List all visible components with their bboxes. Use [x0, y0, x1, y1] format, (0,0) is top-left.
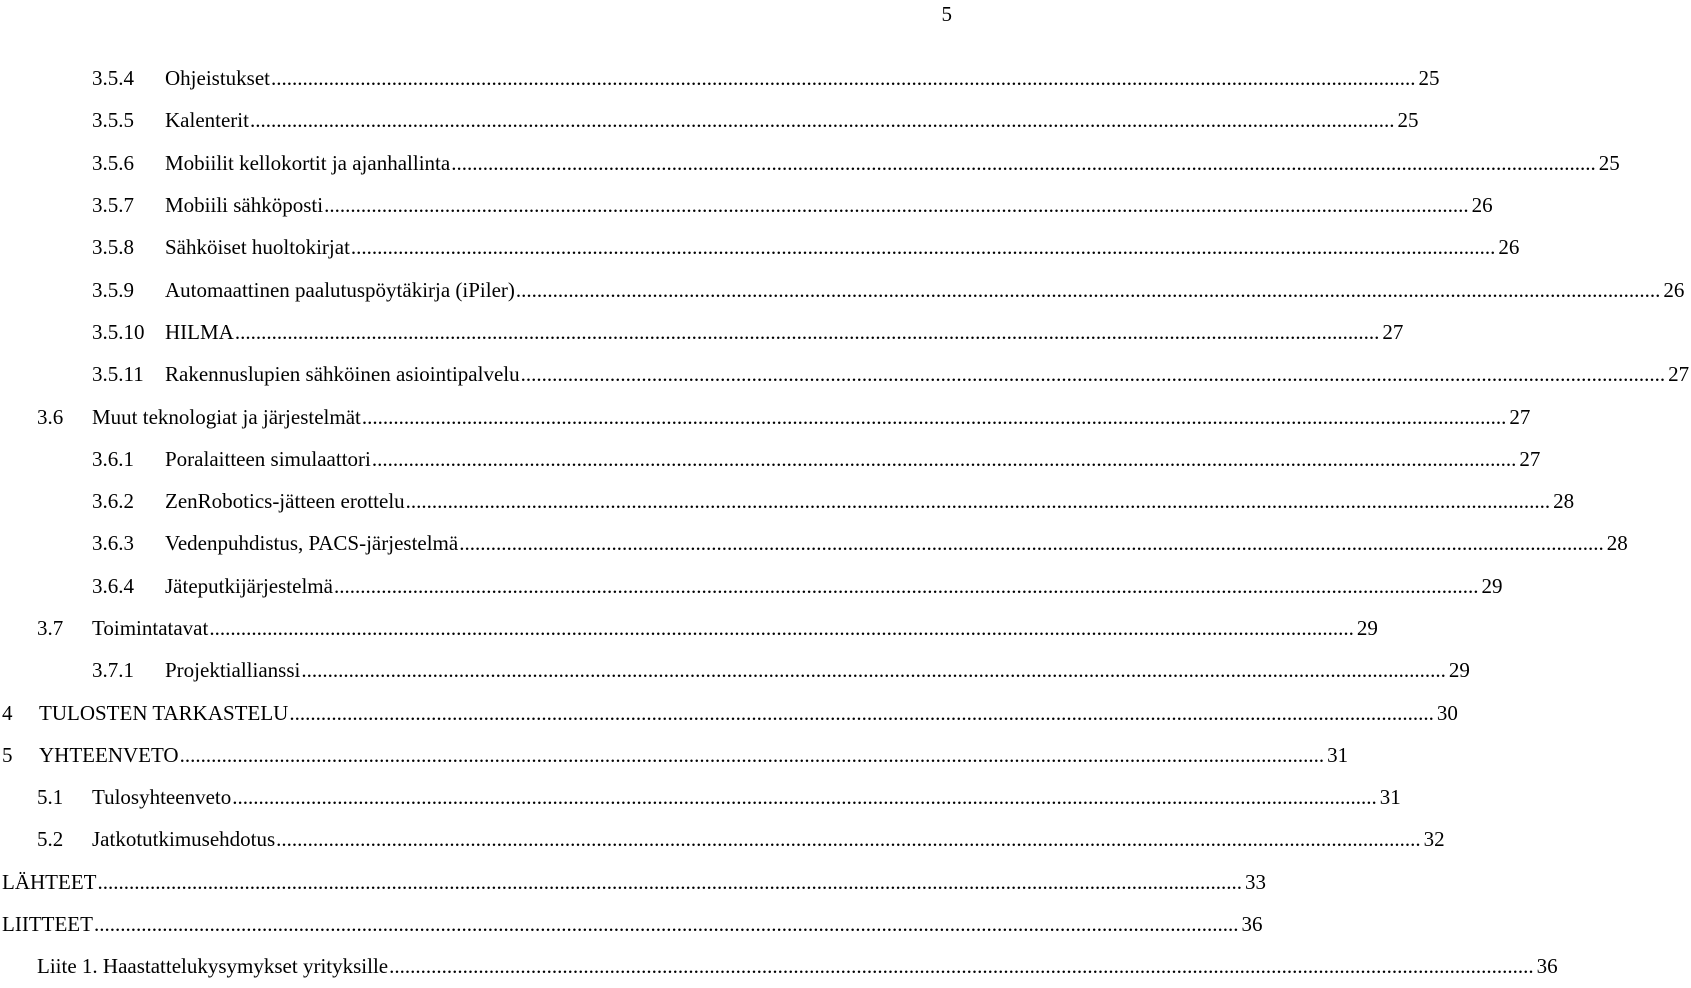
toc-entry-title: Sähköiset huoltokirjat — [165, 235, 350, 260]
toc-entry-title: TULOSTEN TARKASTELU — [39, 700, 289, 725]
toc-entry-number: 3.6.3 — [92, 531, 134, 556]
toc-entry-title: HILMA — [165, 319, 234, 344]
toc-entry-title: Jatkotutkimusehdotus — [92, 827, 276, 852]
toc-entry-title: Toimintatavat — [92, 616, 209, 640]
toc-entry-title: Mobiilit kellokortit ja ajanhallinta — [165, 150, 451, 175]
dot-leader: .......................................................................................................................................................................................................................... — [371, 446, 1517, 471]
toc-entry-page: 33 — [1244, 869, 1266, 894]
dot-leader: .......................................................................................................................................................................................................................... — [459, 531, 1604, 556]
toc-entry[interactable] — [0, 184, 1493, 226]
dot-leader: .......................................................................................................................................................................................................................... — [389, 954, 1534, 979]
toc-entry-page: 32 — [1423, 827, 1445, 852]
toc-entry-title: Automaattinen paalutuspöytäkirja (iPiler) — [165, 277, 515, 302]
toc-entry[interactable] — [0, 438, 1541, 480]
toc-entry-page: 31 — [1327, 742, 1349, 767]
toc-entry-page: 27 — [1668, 362, 1690, 387]
toc-entry-number: 3.5.8 — [92, 235, 134, 260]
toc-entry-page: 26 — [1498, 235, 1520, 260]
toc-entry[interactable] — [0, 565, 1503, 607]
toc-entry-page: 29 — [1448, 658, 1470, 683]
toc-entry-page: 31 — [1379, 785, 1401, 810]
toc-entry-title: LIITTEET — [2, 912, 93, 937]
dot-leader: .......................................................................................................................................................................................................................... — [515, 277, 1661, 302]
toc-entry-page: 26 — [1663, 277, 1685, 302]
toc-entry-page: 26 — [1471, 193, 1493, 218]
dot-leader: .......................................................................................................................................................................................................................... — [361, 404, 1507, 429]
toc-entry-title: LÄHTEET — [2, 869, 97, 894]
toc-entry[interactable] — [0, 395, 1531, 437]
toc-entry[interactable] — [0, 226, 1520, 268]
toc-entry[interactable] — [0, 903, 1263, 945]
toc-entry-number: 3.7 — [37, 616, 64, 640]
toc-entry[interactable] — [0, 57, 1440, 99]
toc-entry[interactable] — [0, 480, 1575, 522]
toc-entry-number: 5.1 — [37, 785, 64, 810]
toc-entry-number: 3.7.1 — [92, 658, 134, 683]
toc-entry[interactable] — [0, 861, 1266, 903]
toc-entry-page: 25 — [1397, 108, 1419, 133]
dot-leader: .......................................................................................................................................................................................................................... — [405, 489, 1551, 514]
toc-entry[interactable] — [0, 99, 1419, 141]
toc-entry[interactable] — [0, 353, 1690, 395]
toc-entry[interactable] — [0, 945, 1558, 987]
toc-entry-number: 5.2 — [37, 827, 64, 852]
toc-entry-page: 25 — [1598, 150, 1620, 175]
dot-leader: .......................................................................................................................................................................................................................... — [350, 235, 1496, 260]
page-number: 5 — [941, 2, 952, 26]
toc-entry[interactable] — [0, 311, 1404, 353]
toc-entry-number: 3.6.2 — [92, 489, 134, 514]
table-of-contents — [0, 57, 1690, 988]
toc-entry[interactable] — [0, 649, 1470, 691]
toc-entry-number: 3.5.6 — [92, 150, 134, 175]
toc-entry-title: ZenRobotics-jätteen erottelu — [165, 489, 405, 514]
toc-entry-page: 29 — [1356, 616, 1378, 640]
toc-entry-number: 3.5.4 — [92, 66, 134, 91]
toc-entry[interactable] — [0, 142, 1620, 184]
toc-entry[interactable] — [0, 691, 1458, 733]
dot-leader: .......................................................................................................................................................................................................................... — [276, 827, 1421, 852]
dot-leader: .......................................................................................................................................................................................................................... — [271, 66, 1416, 91]
dot-leader: .......................................................................................................................................................................................................................... — [451, 150, 1596, 175]
toc-entry-page: 27 — [1519, 446, 1541, 471]
toc-entry-number: 5 — [2, 742, 13, 767]
toc-entry-number: 3.6.1 — [92, 446, 134, 471]
toc-entry-title: Tulosyhteenveto — [92, 785, 232, 810]
toc-entry-title: Muut teknologiat ja järjestelmät — [92, 404, 361, 429]
dot-leader: .......................................................................................................................................................................................................................... — [249, 108, 1395, 133]
dot-leader: .......................................................................................................................................................................................................................... — [97, 869, 1242, 894]
toc-entry-title: Ohjeistukset — [165, 66, 270, 91]
toc-entry-title: Kalenterit — [165, 108, 249, 133]
toc-entry-title: Mobiili sähköposti — [165, 193, 324, 218]
toc-entry[interactable] — [0, 607, 1378, 649]
toc-entry-page: 27 — [1509, 404, 1531, 429]
toc-entry-title: Poralaitteen simulaattori — [165, 446, 371, 471]
dot-leader: .......................................................................................................................................................................................................................... — [333, 573, 1479, 598]
toc-entry-number: 3.5.10 — [92, 319, 145, 344]
toc-entry-number: 3.5.7 — [92, 193, 134, 218]
toc-entry-number: 3.6.4 — [92, 573, 134, 598]
toc-entry-page: 36 — [1241, 912, 1263, 937]
toc-entry-title: Projektiallianssi — [165, 658, 301, 683]
toc-entry[interactable] — [0, 776, 1401, 818]
toc-entry[interactable] — [0, 268, 1685, 310]
dot-leader: .......................................................................................................................................................................................................................... — [324, 193, 1469, 218]
toc-entry[interactable] — [0, 818, 1445, 860]
dot-leader: .......................................................................................................................................................................................................................... — [179, 742, 1325, 767]
dot-leader: .......................................................................................................................................................................................................................... — [234, 319, 1380, 344]
toc-entry-page: 30 — [1436, 700, 1458, 725]
toc-entry-page: 28 — [1606, 531, 1628, 556]
toc-entry[interactable] — [0, 734, 1349, 776]
toc-entry-page: 29 — [1481, 573, 1503, 598]
toc-entry-page: 36 — [1536, 954, 1558, 979]
toc-entry-number: 3.5.5 — [92, 108, 134, 133]
toc-entry-title: YHTEENVETO — [39, 742, 179, 767]
toc-entry-title: Jäteputkijärjestelmä — [165, 573, 333, 598]
toc-entry-number: 3.5.11 — [92, 362, 144, 387]
toc-entry-number: 4 — [2, 700, 13, 725]
toc-entry-page: 27 — [1382, 319, 1404, 344]
dot-leader: .......................................................................................................................................................................................................................... — [289, 700, 1434, 725]
dot-leader: .......................................................................................................................................................................................................................... — [209, 616, 1354, 640]
dot-leader: .......................................................................................................................................................................................................................... — [93, 912, 1239, 937]
toc-entry-number: 3.5.9 — [92, 277, 134, 302]
dot-leader: .......................................................................................................................................................................................................................... — [232, 785, 1377, 810]
toc-entry-number: 3.6 — [37, 404, 64, 429]
dot-leader: .......................................................................................................................................................................................................................... — [520, 362, 1666, 387]
toc-entry-page: 25 — [1418, 66, 1440, 91]
toc-entry[interactable] — [0, 522, 1628, 564]
toc-entry-page: 28 — [1553, 489, 1575, 514]
toc-entry-title: Rakennuslupien sähköinen asiointipalvelu — [165, 362, 520, 387]
dot-leader: .......................................................................................................................................................................................................................... — [301, 658, 1446, 683]
toc-entry-title: Vedenpuhdistus, PACS-järjestelmä — [165, 531, 459, 556]
toc-entry-title: Liite 1. Haastattelukysymykset yrityksille — [37, 954, 389, 979]
